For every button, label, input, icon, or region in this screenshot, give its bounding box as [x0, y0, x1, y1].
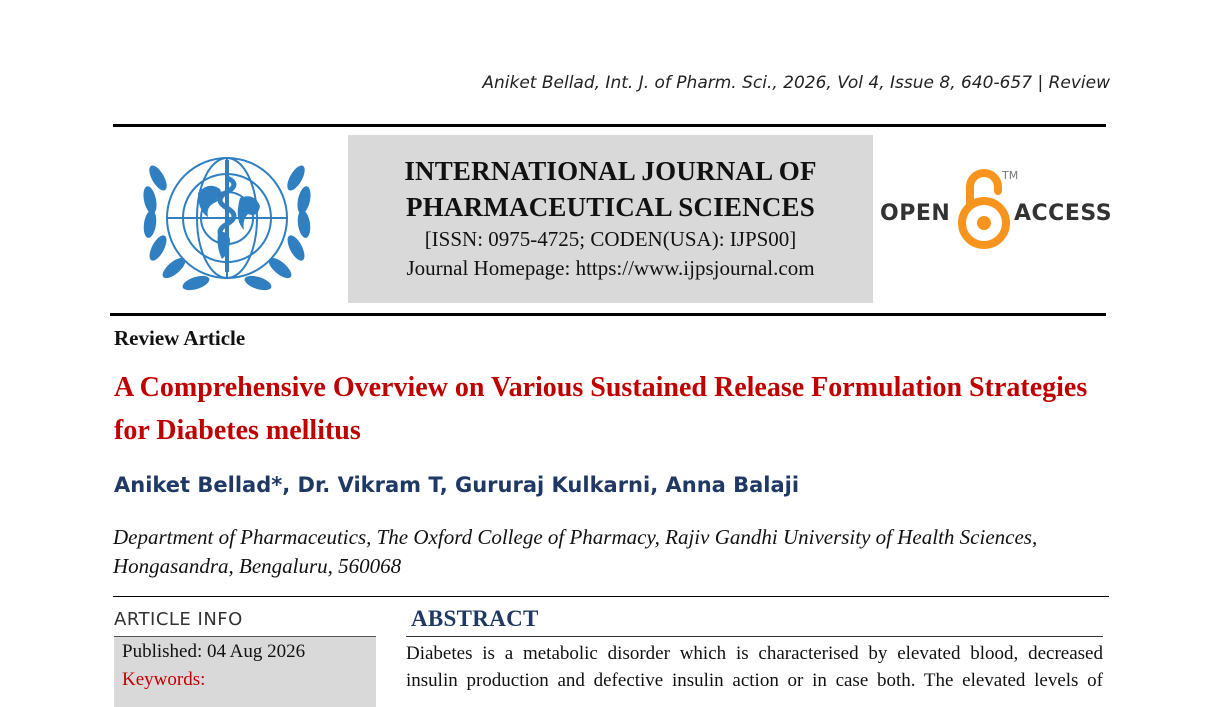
running-citation: Aniket Bellad, Int. J. of Pharm. Sci., 2026, Vol 4, Issue 8, 640-657 | Review	[482, 73, 1110, 93]
open-access-open-text: OPEN	[880, 201, 951, 226]
article-authors: Aniket Bellad*, Dr. Vikram T, Gururaj Kulkarni, Anna Balaji	[114, 473, 800, 497]
article-info-box	[114, 636, 376, 707]
journal-name	[348, 153, 873, 225]
journal-title-box	[348, 135, 873, 303]
author-affiliation: Department of Pharmaceutics, The Oxford College of Pharmacy, Rajiv Gandhi University of Health Sciences, Hongasandra, Bengaluru, 560068	[113, 525, 1038, 578]
journal-homepage: Journal Homepage: https://www.ijpsjournal.com	[406, 256, 815, 280]
abstract-line-1: Diabetes is a metabolic disorder which is characterised by elevated blood, decreased	[406, 643, 1103, 664]
keywords-label: Keywords:	[122, 669, 206, 690]
masthead-bottom-rule	[110, 313, 1106, 316]
trademark-symbol: TM	[1002, 169, 1019, 182]
abstract-line-2: insulin production and defective insulin action or in case both. The elevated levels of	[406, 670, 1103, 691]
journal-name-line1: INTERNATIONAL JOURNAL OF	[404, 156, 817, 186]
abstract-rule	[406, 636, 1103, 637]
section-divider	[113, 596, 1109, 597]
journal-name-line2: PHARMACEUTICAL SCIENCES	[406, 192, 815, 222]
published-line	[122, 641, 305, 663]
masthead-top-rule	[113, 124, 1106, 127]
abstract-heading: ABSTRACT	[411, 606, 539, 631]
journal-emblem-logo	[128, 138, 326, 308]
abstract-text	[406, 640, 1103, 694]
journal-issn: [ISSN: 0975-4725; CODEN(USA): IJPS00]	[424, 227, 797, 251]
article-info-heading: ARTICLE INFO	[114, 609, 243, 630]
article-title: A Comprehensive Overview on Various Sustained Release Formulation Strategies for Diabetes mellitus	[114, 372, 1088, 446]
open-access-logo	[880, 165, 1113, 255]
open-access-access-text: ACCESS	[1014, 201, 1113, 226]
published-date: 04 Aug 2026	[206, 641, 306, 662]
article-type: Review Article	[114, 326, 246, 350]
published-label: Published:	[122, 641, 203, 662]
